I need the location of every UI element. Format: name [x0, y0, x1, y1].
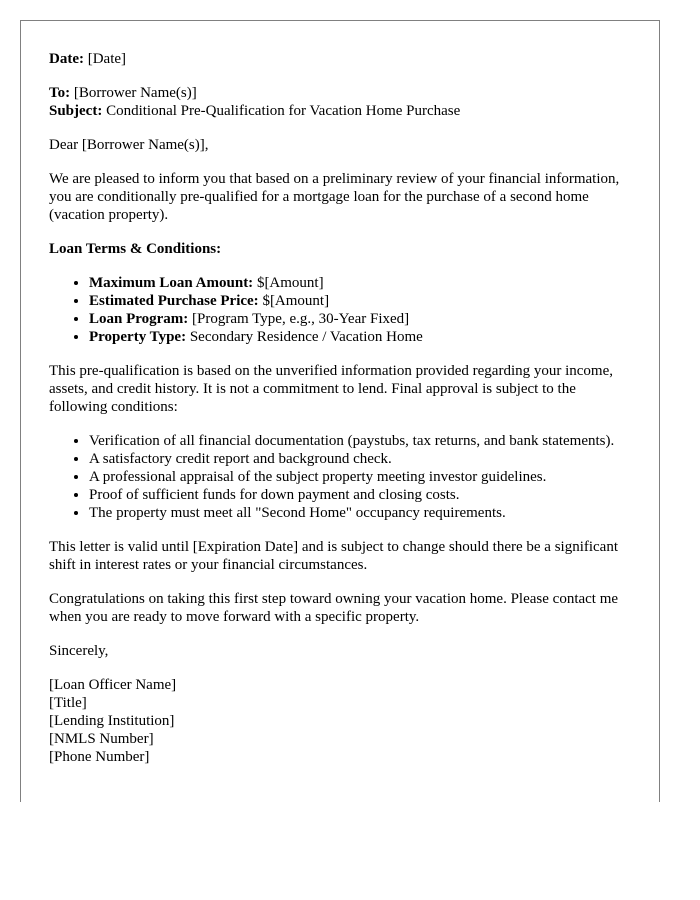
signature-title: [Title] — [49, 695, 87, 711]
basis-paragraph: This pre-qualification is based on the unverified information provided regarding your income, assets, and credit history. It is not a commitment to lend. Final approval is subject to the following conditions: — [49, 363, 614, 415]
term-label: Estimated Purchase Price: — [89, 293, 259, 309]
term-label: Loan Program: — [89, 311, 189, 327]
terms-heading-text: Loan Terms & Conditions: — [49, 241, 222, 257]
terms-list — [49, 274, 631, 346]
list-item — [89, 328, 631, 346]
to-value: [Borrower Name(s)] — [73, 85, 197, 101]
list-item: • Verification of all financial documentation (paystubs, tax returns, and bank statements). — [89, 432, 631, 450]
term-label: Maximum Loan Amount: — [89, 275, 254, 291]
list-item: • Proof of sufficient funds for down payment and closing costs. — [89, 486, 631, 504]
letter-page — [20, 20, 660, 802]
date-label: Date: — [49, 51, 84, 67]
conditions-list — [49, 432, 631, 522]
term-value: Secondary Residence / Vacation Home — [189, 329, 423, 345]
signature-phone: [Phone Number] — [49, 749, 150, 765]
terms-heading — [49, 240, 631, 258]
subject-value: Conditional Pre-Qualification for Vacation Home Purchase — [106, 103, 461, 119]
term-label: Property Type: — [89, 329, 187, 345]
signature-nmls: [NMLS Number] — [49, 731, 154, 747]
list-item: • The property must meet all "Second Home" occupancy requirements. — [89, 504, 631, 522]
signature-institution: [Lending Institution] — [49, 713, 175, 729]
list-item — [89, 310, 631, 328]
signature-name: [Loan Officer Name] — [49, 677, 177, 693]
to-label: To: — [49, 85, 71, 101]
date-line — [49, 50, 631, 68]
term-value: $[Amount] — [262, 293, 330, 309]
validity-paragraph: This letter is valid until [Expiration Date] and is subject to change should there be a significant shift in interest rates or your financial circumstances. — [49, 539, 619, 573]
subject-line — [49, 102, 631, 120]
to-line — [49, 84, 631, 102]
date-value: [Date] — [87, 51, 127, 67]
term-value: $[Amount] — [256, 275, 324, 291]
list-item — [89, 274, 631, 292]
signoff: Sincerely, — [49, 643, 109, 659]
subject-label: Subject: — [49, 103, 103, 119]
list-item: • A satisfactory credit report and background check. — [89, 450, 631, 468]
signature-block — [49, 676, 631, 766]
closing-paragraph: Congratulations on taking this first step toward owning your vacation home. Please contact me when you are ready to move forward with a specific property. — [49, 591, 619, 625]
list-item: • A professional appraisal of the subject property meeting investor guidelines. — [89, 468, 631, 486]
list-item — [89, 292, 631, 310]
term-value: [Program Type, e.g., 30-Year Fixed] — [192, 311, 410, 327]
salutation: Dear [Borrower Name(s)], — [49, 137, 209, 153]
intro-paragraph: We are pleased to inform you that based on a preliminary review of your financial information, you are conditionally pre-qualified for a mortgage loan for the purchase of a second home (vacation property). — [49, 171, 620, 223]
